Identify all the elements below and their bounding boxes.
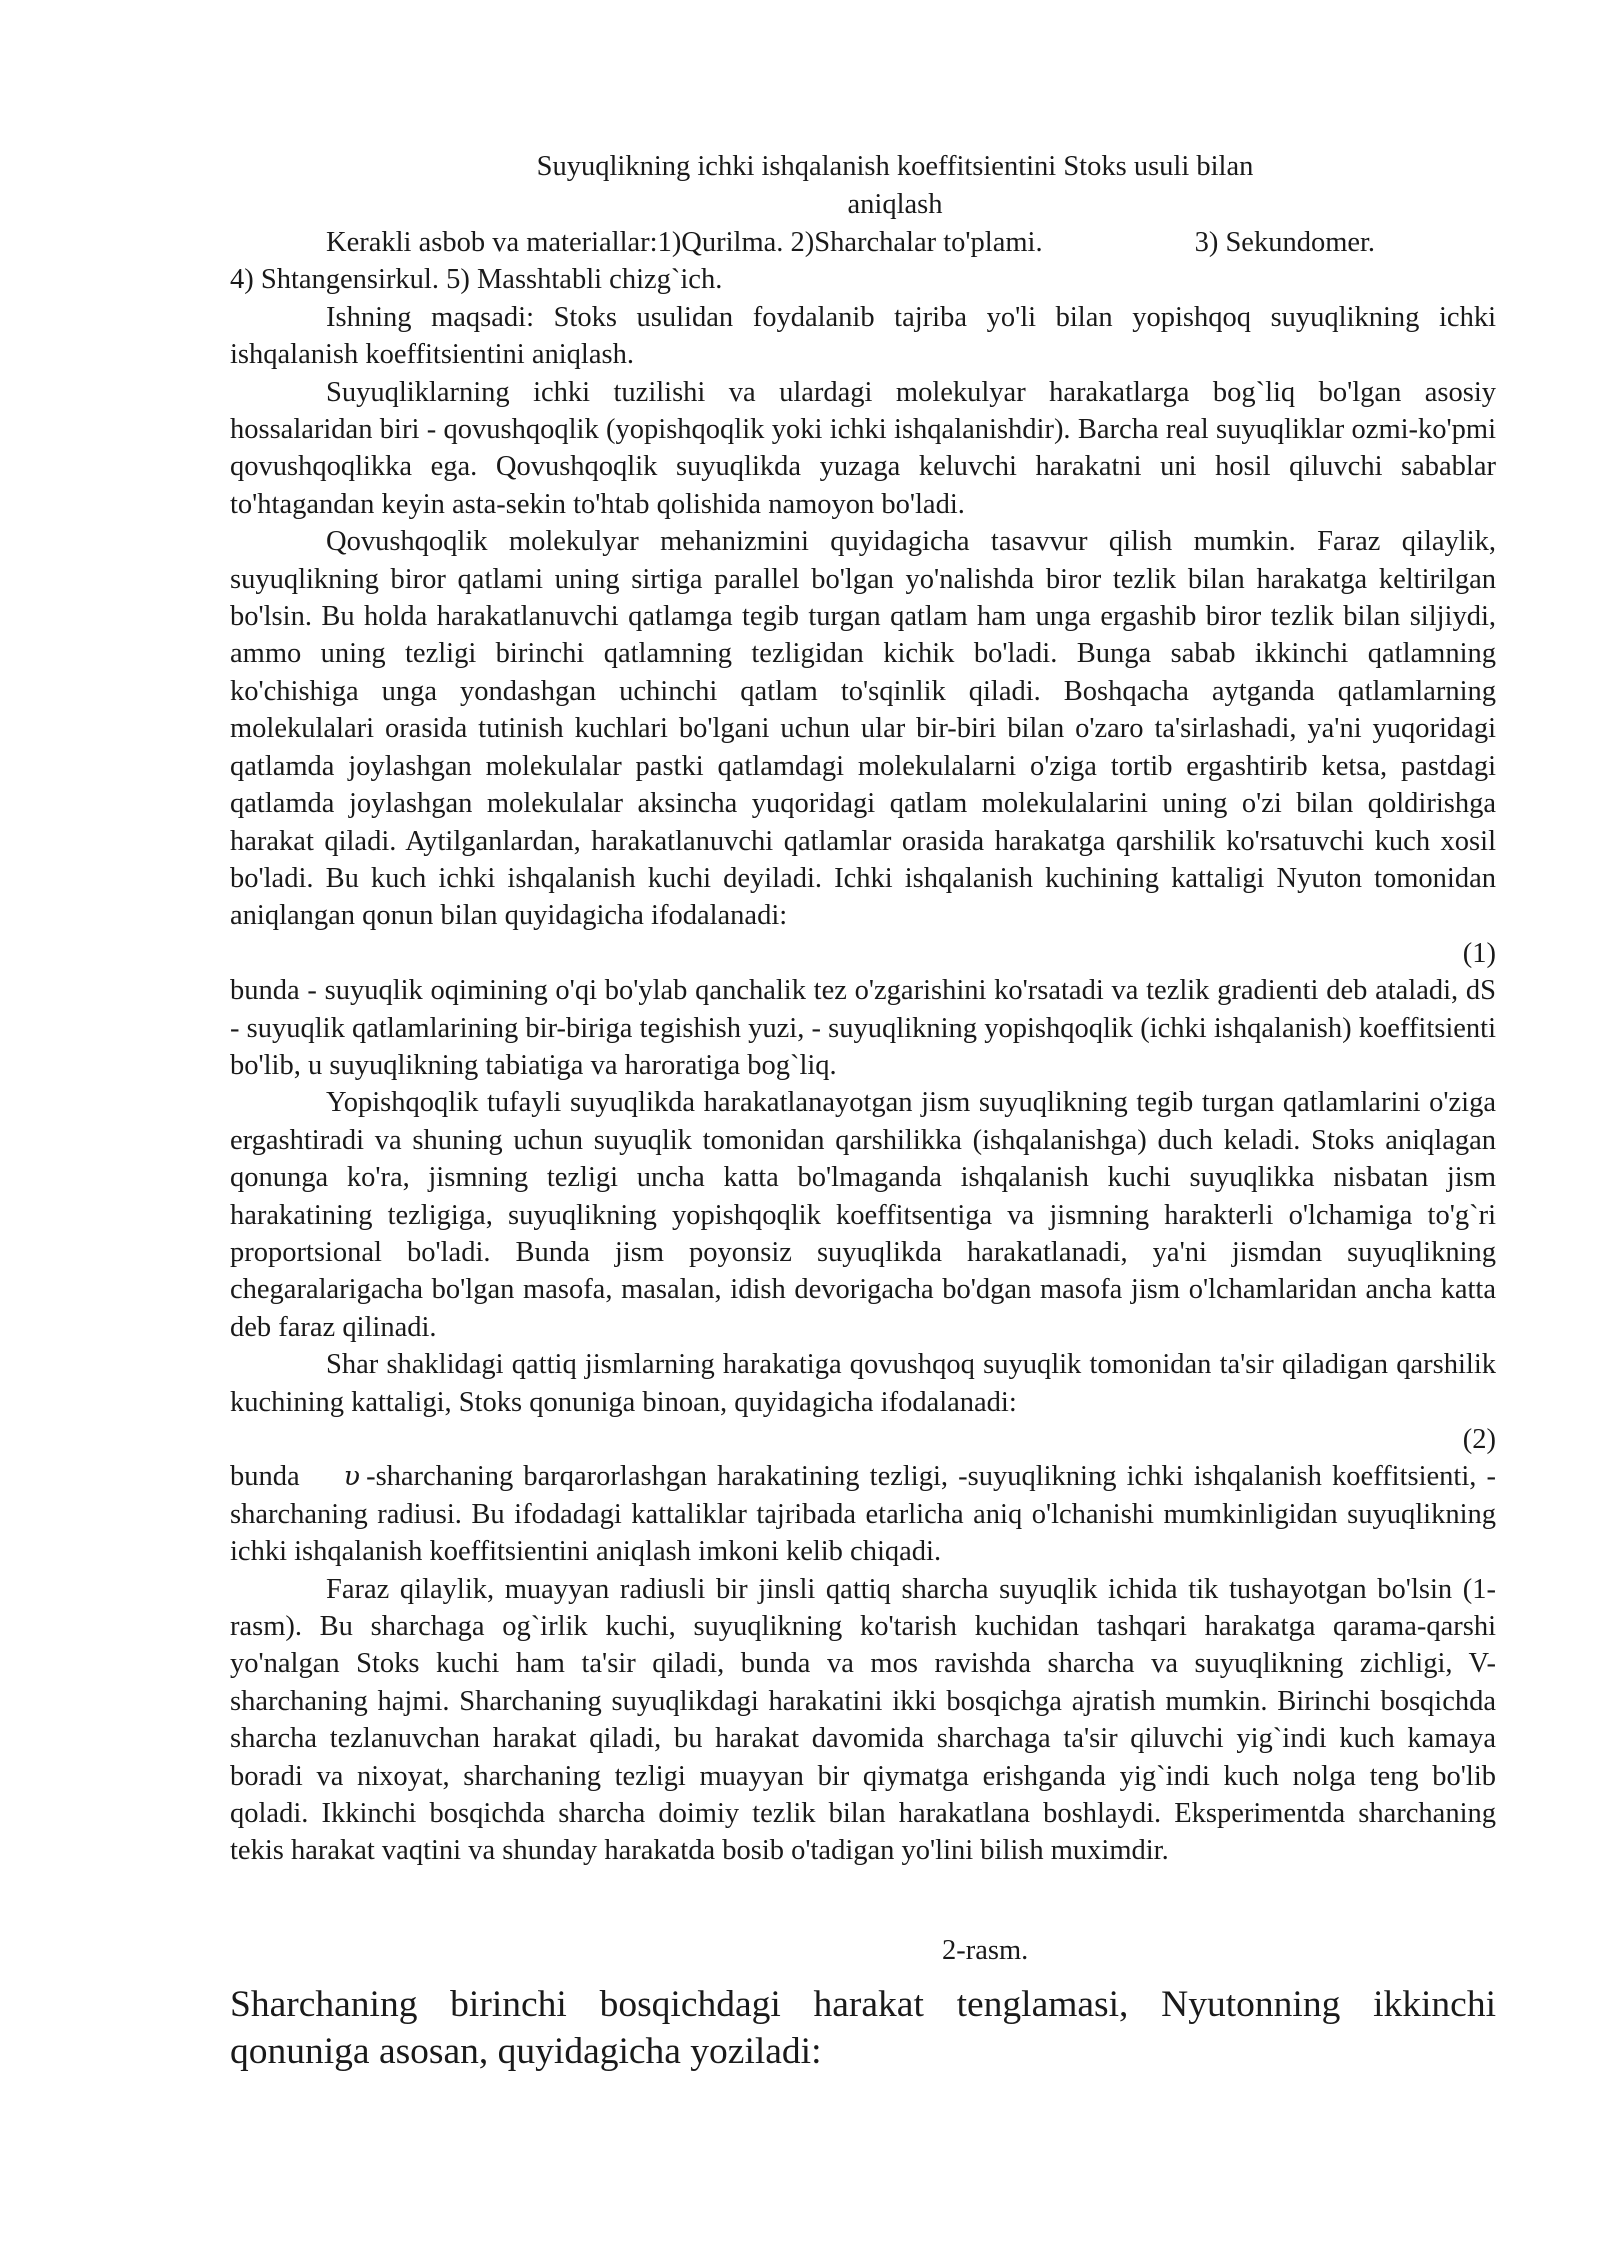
document-page [230, 148, 1496, 2075]
equipment-list-cont: 4) Shtangensirkul. 5) Masshtabli chizg`ich. [230, 264, 723, 296]
figure-caption: 2-rasm. [942, 1934, 1029, 1966]
paragraph-3: bunda - suyuqlik oqimining o'qi bo'ylab qanchalik tez o'zgarishini ko'rsatadi va tezlik gradienti deb ataladi, dS - suyuqlik qatlamlarining bir-biriga tegishish yuzi, - suyuqlikning yopishqoqlik (ichki ishqalanish) koeffitsienti bo'lib, u suyuqlikning tabiatiga va haroratiga bog`liq. [230, 975, 1496, 1081]
title-line-1: Suyuqlikning ichki ishqalanish koeffitsientini Stoks usuli bilan [536, 151, 1254, 182]
velocity-symbol: υ [343, 1461, 361, 1493]
paragraph-6 [230, 1458, 1496, 1570]
paragraph-6-rest: -sharchaning barqarorlashgan harakatining tezligi, -suyuqlikning ichki ishqalanish koeffitsienti, -sharchaning radiusi. Bu ifodadagi kattaliklar tajribada etarlicha aniq o'lchanishi mumkinligidan suyuqlikning ichki ishqalanish koeffitsientini aniqlash imkoni kelib chiqadi. [230, 1461, 1496, 1568]
equation-number-1: (1) [1462, 937, 1496, 969]
equipment-list [230, 224, 1496, 261]
document-title [230, 148, 1496, 224]
closing-paragraph: Sharchaning birinchi bosqichdagi harakat tenglamasi, Nyutonning ikkinchi qonuniga asosan, quyidagicha yoziladi: [230, 1984, 1496, 2073]
equipment-text-b: 3) Sekundomer. [1194, 227, 1376, 258]
aim-paragraph: Ishning maqsadi: Stoks usulidan foydalanib tajriba yo'li bilan yopishqoq suyuqlikning ichki ishqalanish koeffitsientini aniqlash. [230, 301, 1496, 371]
equation-number-2: (2) [1462, 1424, 1496, 1455]
title-line-2: aniqlash [847, 189, 943, 220]
paragraph-5: Shar shaklidagi qattiq jismlarning harakatiga qovushqoq suyuqlik tomonidan ta'sir qiladigan qarshilik kuchining kattaligi, Stoks qonuniga binoan, quyidagicha ifodalanadi: [230, 1349, 1496, 1418]
paragraph-7: Faraz qilaylik, muayyan radiusli bir jinsli qattiq sharcha suyuqlik ichida tik tushayotgan bo'lsin (1-rasm). Bu sharchaga og`irlik kuchi, suyuqlikning ko'tarish kuchidan tashqari harakatga qarama-qarshi yo'nalgan Stoks kuchi ham ta'sir qiladi, bunda va mos ravishda sharcha va suyuqlikning zichligi, V-sharchaning hajmi. Sharchaning suyuqlikdagi harakatini ikki bosqichga ajratish mumkin. Birinchi bosqichda sharcha tezlanuvchan harakat qiladi, bu harakat davomida sharchaga ta'sir qiluvchi yig`indi kuch kamaya boradi va nixoyat, sharchaning tezligi muayyan bir qiymatga erishganda yig`indi kuch nolga teng bo'lib qoladi. Ikkinchi bosqichda sharcha doimiy tezlik bilan harakatlana boshlaydi. Eksperimentda sharchaning tekis harakat vaqtini va shunday harakatda bosib o'tadigan yo'lini bilish muximdir. [230, 1573, 1496, 1867]
paragraph-2: Qovushqoqlik molekulyar mehanizmini quyidagicha tasavvur qilish mumkin. Faraz qilaylik, suyuqlikning biror qatlami uning sirtiga parallel bo'lgan yo'nalishda biror tezlik bilan harakatga keltirilgan bo'lsin. Bu holda harakatlanuvchi qatlamga tegib turgan qatlam ham unga ergashib biror tezlik bilan siljiydi, ammo uning tezligi birinchi qatlamning tezligidan kichik bo'ladi. Bunga sabab ikkinchi qatlamning ko'chishiga unga yondashgan uchinchi qatlam to'sqinlik qiladi. Boshqacha aytganda qatlamlarning molekulalari orasida tutinish kuchlari bo'lgani uchun ular bir-biri bilan o'zaro ta'sirlashadi, ya'ni yuqoridagi qatlamda joylashgan molekulalar pastki qatlamdagi molekulalarni o'ziga tortib ergashtirib ketsa, pastdagi qatlamda joylashgan molekulalar aksincha yuqoridagi qatlam molekulalarini uning o'zi bilan qoldirishga harakat qiladi. Aytilganlardan, harakatlanuvchi qatlamlar orasida harakatga qarshilik ko'rsatuvchi kuch xosil bo'ladi. Bu kuch ichki ishqalanish kuchi deyiladi. Ichki ishqalanish kuchining kattaligi Nyuton tomonidan aniqlangan qonun bilan quyidagicha ifodalanadi: [230, 526, 1496, 932]
equipment-text-a: Kerakli asbob va materiallar:1)Qurilma. 2)Sharchalar to'plami. [326, 227, 1043, 258]
paragraph-4: Yopishqoqlik tufayli suyuqlikda harakatlanayotgan jism suyuqlikning tegib turgan qatlamlarini o'ziga ergashtiradi va shuning uchun suyuqlik tomonidan qarshilikka (ishqalanishga) duch keladi. Stoks aniqlagan qonunga ko'ra, jismning tezligi uncha katta bo'lmaganda ishqalanish kuchi suyuqlikka nisbatan jism harakatining tezligiga, suyuqlikning yopishqoqlik koeffitsentiga va jismning harakterli o'lchamiga to'g`ri proportsional bo'ladi. Bunda jism poyonsiz suyuqlikda harakatlanadi, ya'ni jismdan suyuqlikning chegaralarigacha bo'lgan masofa, masalan, idish devorigacha bo'dgan masofa jism o'lchamlaridan ancha katta deb faraz qilinadi. [230, 1087, 1496, 1343]
paragraph-1: Suyuqliklarning ichki tuzilishi va ulardagi molekulyar harakatlarga bog`liq bo'lgan asosiy hossalaridan biri - qovushqoqlik (yopishqoqlik yoki ichki ishqalanishdir). Barcha real suyuqliklar ozmi-ko'pmi qovushqoqlikka ega. Qovushqoqlik suyuqlikda yuzaga keluvchi harakatni uni hosil qiluvchi sabablar to'htagandan keyin asta-sekin to'htab qolishida namoyon bo'ladi. [230, 376, 1496, 520]
paragraph-6-start: bunda [230, 1461, 300, 1493]
